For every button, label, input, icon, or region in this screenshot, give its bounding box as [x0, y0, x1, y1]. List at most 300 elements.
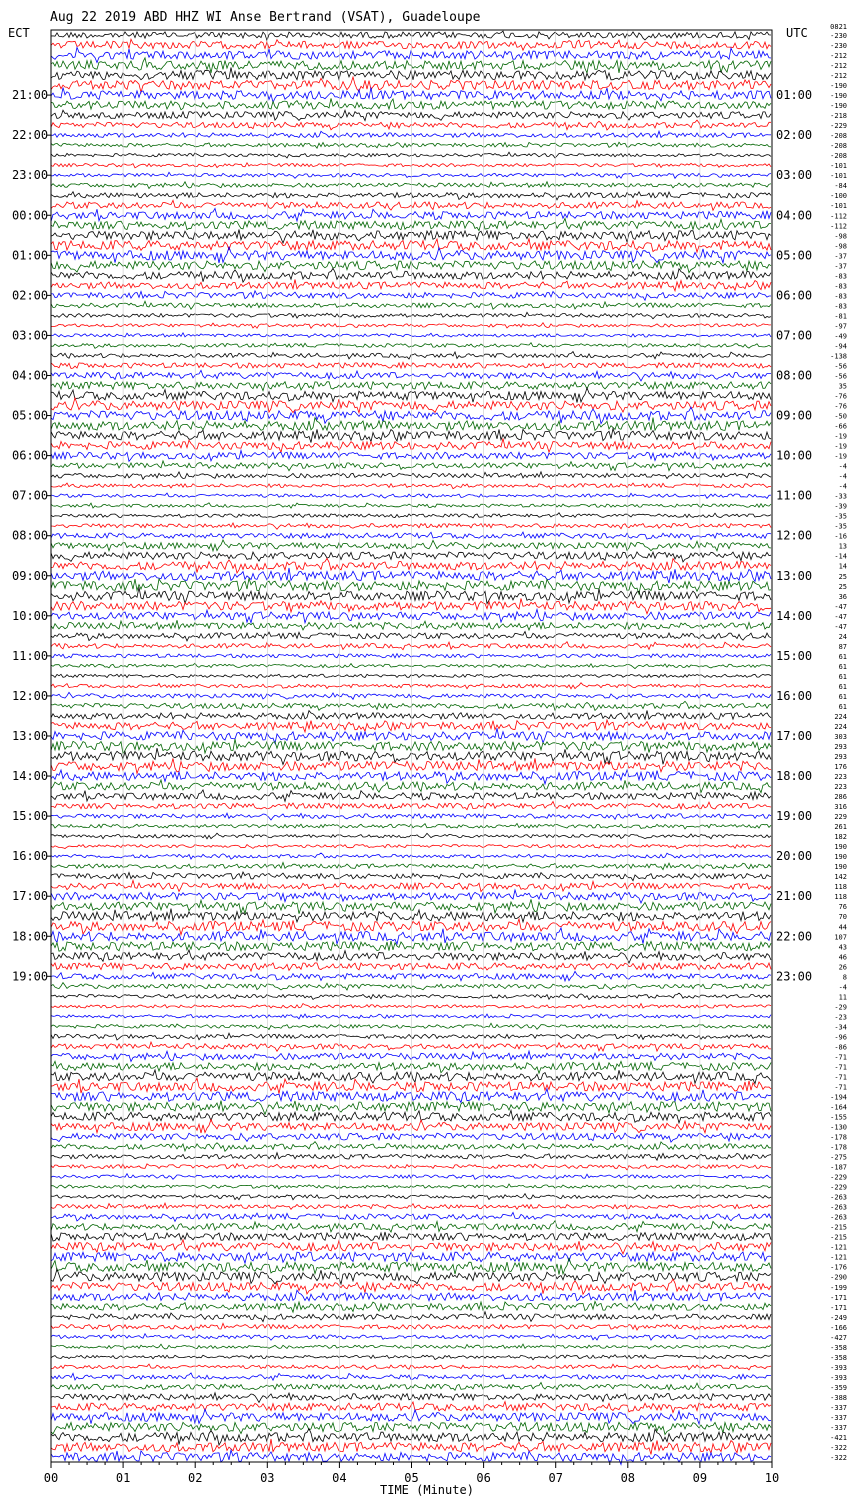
trace-line — [51, 853, 771, 859]
trace-offset-label: -138 — [830, 352, 847, 361]
left-hour-label: 13:00 — [12, 728, 49, 743]
trace-line — [51, 362, 771, 368]
trace-offset-label: -56 — [834, 362, 847, 371]
trace-offset-label: 25 — [838, 582, 847, 591]
left-hour-label: 16:00 — [12, 849, 49, 864]
trace-offset-label: 61 — [838, 682, 847, 691]
right-hour-label: 08:00 — [776, 368, 813, 383]
trace-offset-label: -71 — [834, 1053, 847, 1062]
trace-offset-label: 190 — [834, 853, 847, 862]
trace-line — [51, 1078, 771, 1094]
trace-line — [51, 654, 771, 658]
trace-offset-label: -359 — [830, 1383, 847, 1392]
trace-line — [51, 68, 771, 80]
right-hour-label: 01:00 — [776, 88, 813, 103]
trace-line — [51, 77, 771, 92]
trace-line — [51, 1344, 771, 1349]
trace-line — [51, 1110, 771, 1123]
trace-line — [51, 642, 771, 650]
right-hour-label: 19:00 — [776, 809, 813, 824]
trace-offset-label: -190 — [830, 102, 847, 111]
trace-offset-label: -187 — [830, 1163, 847, 1172]
trace-line — [51, 620, 771, 630]
trace-offset-label: -393 — [830, 1363, 847, 1372]
trace-line — [51, 1014, 771, 1019]
trace-offset-label: 182 — [834, 833, 847, 842]
right-hour-label: 15:00 — [776, 648, 813, 663]
trace-offset-label: -421 — [830, 1433, 847, 1442]
trace-offset-label: 142 — [834, 873, 847, 882]
trace-offset-label: -83 — [834, 282, 847, 291]
right-hour-label: 05:00 — [776, 248, 813, 263]
trace-offset-label: 24 — [838, 632, 847, 641]
trace-offset-label: 229 — [834, 813, 847, 822]
trace-line — [51, 770, 771, 784]
trace-line — [51, 692, 771, 699]
trace-line — [51, 1373, 771, 1380]
right-hour-label: 03:00 — [776, 168, 813, 183]
trace-line — [51, 1142, 771, 1152]
trace-offset-label: 223 — [834, 773, 847, 782]
trace-line — [51, 1133, 771, 1142]
trace-offset-label: -47 — [834, 622, 847, 631]
trace-line — [51, 552, 771, 562]
trace-line — [51, 352, 771, 359]
trace-offset-label: -35 — [834, 522, 847, 531]
trace-offset-label: 176 — [834, 763, 847, 772]
trace-offset-label: -101 — [830, 202, 847, 211]
trace-line — [51, 200, 771, 210]
right-hour-label: 02:00 — [776, 128, 813, 143]
trace-line — [51, 1051, 771, 1061]
trace-offset-label: 61 — [838, 692, 847, 701]
trace-line — [51, 599, 771, 614]
trace-offset-label: -212 — [830, 72, 847, 81]
right-hour-label: 09:00 — [776, 408, 813, 423]
trace-offset-label: -208 — [830, 142, 847, 151]
trace-line — [51, 790, 771, 801]
trace-offset-label: -84 — [834, 182, 847, 191]
trace-line — [51, 1301, 771, 1312]
trace-line — [51, 280, 771, 291]
right-hour-label: 12:00 — [776, 528, 813, 543]
trace-line — [51, 899, 771, 913]
trace-offset-label: -212 — [830, 52, 847, 61]
trace-offset-label: -190 — [830, 92, 847, 101]
trace-offset-label: -47 — [834, 612, 847, 621]
trace-line — [51, 323, 771, 329]
trace-offset-label: -101 — [830, 172, 847, 181]
trace-offset-label: -290 — [830, 1273, 847, 1282]
left-hour-label: 23:00 — [12, 168, 49, 183]
trace-line — [51, 388, 771, 403]
trace-line — [51, 683, 771, 689]
trace-line — [51, 993, 771, 999]
trace-line — [51, 312, 771, 319]
trace-offset-label: -155 — [830, 1113, 847, 1122]
right-hour-label: 22:00 — [776, 929, 813, 944]
trace-offset-label: -176 — [830, 1263, 847, 1272]
trace-offset-label: 87 — [838, 642, 847, 651]
trace-offset-label: -229 — [830, 1183, 847, 1192]
trace-offset-label: 223 — [834, 783, 847, 792]
trace-offset-label: 224 — [834, 722, 847, 731]
right-hour-label: 10:00 — [776, 448, 813, 463]
trace-line — [51, 728, 771, 743]
trace-line — [51, 87, 771, 102]
trace-line — [51, 1153, 771, 1161]
trace-offset-label: 293 — [834, 753, 847, 762]
trace-line — [51, 398, 771, 413]
left-hour-label: 12:00 — [12, 688, 49, 703]
trace-line — [51, 192, 771, 200]
x-tick-label: 00 — [43, 1471, 59, 1485]
right-hour-label: 11:00 — [776, 488, 813, 503]
trace-offset-label: -37 — [834, 262, 847, 271]
trace-offset-label: -171 — [830, 1303, 847, 1312]
trace-line — [51, 739, 771, 754]
trace-line — [51, 941, 771, 951]
x-tick-label: 04 — [332, 1471, 347, 1485]
trace-offset-label: -49 — [834, 332, 847, 341]
trace-line — [51, 1203, 771, 1209]
left-hour-label: 22:00 — [12, 128, 49, 143]
trace-line — [51, 919, 771, 935]
trace-line — [51, 711, 771, 720]
trace-line — [51, 845, 771, 849]
trace-line — [51, 802, 771, 810]
trace-line — [51, 833, 771, 839]
x-tick-label: 09 — [692, 1471, 708, 1485]
trace-offset-label: 26 — [838, 963, 847, 972]
right-hour-label: 23:00 — [776, 969, 813, 984]
trace-line — [51, 1409, 771, 1424]
trace-offset-label: -33 — [834, 492, 847, 501]
trace-offset-label: -76 — [834, 402, 847, 411]
trace-offset-label: -229 — [830, 122, 847, 131]
trace-offset-label: -98 — [834, 232, 847, 241]
trace-line — [51, 880, 771, 891]
trace-offset-label: 261 — [834, 823, 847, 832]
trace-line — [51, 813, 771, 820]
trace-offset-label: 61 — [838, 662, 847, 671]
trace-line — [51, 587, 771, 603]
trace-line — [51, 950, 771, 963]
trace-line — [51, 1232, 771, 1241]
trace-line — [51, 120, 771, 130]
first-line-label: 0821 — [830, 23, 847, 31]
trace-line — [51, 1355, 771, 1360]
trace-offset-label: -208 — [830, 152, 847, 161]
trace-line — [51, 971, 771, 981]
left-hour-label: 10:00 — [12, 608, 49, 623]
trace-offset-label: -71 — [834, 1073, 847, 1082]
left-hour-label: 15:00 — [12, 809, 49, 824]
trace-line — [51, 1042, 771, 1051]
trace-offset-label: -178 — [830, 1133, 847, 1142]
trace-offset-label: 11 — [838, 993, 847, 1002]
trace-offset-label: -98 — [834, 242, 847, 251]
trace-offset-label: -112 — [830, 222, 847, 231]
trace-offset-label: 190 — [834, 863, 847, 872]
x-tick-label: 10 — [764, 1471, 780, 1485]
trace-line — [51, 558, 771, 573]
trace-line — [51, 1033, 771, 1040]
trace-offset-label: -337 — [830, 1403, 847, 1412]
trace-line — [51, 863, 771, 870]
trace-line — [51, 418, 771, 431]
trace-line — [51, 1402, 771, 1413]
trace-line — [51, 1393, 771, 1403]
trace-line — [51, 472, 771, 480]
trace-line — [51, 758, 771, 773]
trace-line — [51, 1004, 771, 1008]
trace-offset-label: -66 — [834, 422, 847, 431]
trace-offset-label: -39 — [834, 502, 847, 511]
trace-offset-label: -218 — [830, 112, 847, 121]
trace-offset-label: -229 — [830, 1173, 847, 1182]
trace-offset-label: -34 — [834, 1023, 847, 1032]
trace-line — [51, 142, 771, 148]
trace-offset-label: 61 — [838, 702, 847, 711]
trace-offset-label: -101 — [830, 162, 847, 171]
trace-offset-label: -35 — [834, 512, 847, 521]
left-hour-label: 05:00 — [12, 408, 49, 423]
trace-offset-label: -249 — [830, 1313, 847, 1322]
left-hour-label: 02:00 — [12, 288, 49, 303]
trace-offset-label: -337 — [830, 1413, 847, 1422]
x-axis — [44, 1462, 779, 1485]
trace-line — [51, 609, 771, 622]
x-tick-label: 06 — [476, 1471, 491, 1485]
trace-offset-label: -121 — [830, 1253, 847, 1262]
trace-line — [51, 1258, 771, 1274]
trace-offset-label: -164 — [830, 1103, 847, 1112]
trace-line — [51, 131, 771, 137]
trace-offset-label: -4 — [838, 482, 847, 491]
trace-line — [51, 632, 771, 641]
trace-line — [51, 39, 771, 50]
trace-offset-label: 46 — [838, 953, 847, 962]
trace-line — [51, 1101, 771, 1115]
trace-line — [51, 47, 771, 62]
trace-line — [51, 872, 771, 881]
trace-offset-label: -208 — [830, 132, 847, 141]
trace-line — [51, 663, 771, 668]
left-hour-label: 21:00 — [12, 88, 49, 103]
trace-line — [51, 513, 771, 518]
trace-offset-label: -86 — [834, 1043, 847, 1052]
trace-offset-label: -83 — [834, 302, 847, 311]
right-hour-label: 21:00 — [776, 889, 813, 904]
trace-offset-label: -190 — [830, 82, 847, 91]
trace-line — [51, 218, 771, 230]
trace-line — [51, 110, 771, 120]
trace-line — [51, 890, 771, 903]
trace-line — [51, 963, 771, 971]
hour-labels — [12, 88, 812, 983]
trace-line — [51, 1023, 771, 1029]
trace-offset-label: -97 — [834, 322, 847, 331]
trace-offset-label: -96 — [834, 1033, 847, 1042]
trace-line — [51, 780, 771, 793]
trace-offset-label: 61 — [838, 652, 847, 661]
trace-line — [51, 1213, 771, 1222]
trace-line — [51, 239, 771, 253]
left-hour-label: 17:00 — [12, 889, 49, 904]
x-tick-label: 03 — [260, 1471, 275, 1485]
trace-line — [51, 1383, 771, 1391]
right-hour-label: 16:00 — [776, 688, 813, 703]
trace-line — [51, 1120, 771, 1134]
trace-line — [51, 261, 771, 273]
right-hour-label: 04:00 — [776, 208, 813, 223]
trace-offset-label: -263 — [830, 1213, 847, 1222]
trace-offset-label: -393 — [830, 1373, 847, 1382]
trace-line — [51, 343, 771, 349]
trace-line — [51, 451, 771, 462]
trace-offset-label: -83 — [834, 272, 847, 281]
trace-offset-label: -71 — [834, 1063, 847, 1072]
left-hour-label: 11:00 — [12, 648, 49, 663]
left-hour-label: 07:00 — [12, 488, 49, 503]
trace-line — [51, 1252, 771, 1263]
left-hour-label: 01:00 — [12, 248, 49, 263]
left-hour-label: 06:00 — [12, 448, 49, 463]
trace-offset-label: -50 — [834, 412, 847, 421]
trace-line — [51, 98, 771, 109]
trace-offset-label: -130 — [830, 1123, 847, 1132]
trace-offset-label: -230 — [830, 32, 847, 41]
trace-offset-label: -29 — [834, 1003, 847, 1012]
trace-offset-label: 76 — [838, 903, 847, 912]
trace-line — [51, 523, 771, 529]
trace-line — [51, 370, 771, 381]
left-hour-label: 04:00 — [12, 368, 49, 383]
trace-offset-label: -47 — [834, 602, 847, 611]
trace-offset-label: -263 — [830, 1193, 847, 1202]
right-hour-label: 17:00 — [776, 728, 813, 743]
trace-offset-label: 44 — [838, 923, 847, 932]
trace-line — [51, 438, 771, 452]
trace-offset-label: -275 — [830, 1153, 847, 1162]
trace-line — [51, 493, 771, 498]
trace-line — [51, 928, 771, 944]
trace-offset-label: -76 — [834, 392, 847, 401]
trace-offset-label: -94 — [834, 342, 847, 351]
right-hour-label: 14:00 — [776, 608, 813, 623]
trace-line — [51, 701, 771, 710]
trace-line — [51, 301, 771, 309]
trace-offset-label: -263 — [830, 1203, 847, 1212]
trace-line — [51, 674, 771, 678]
trace-offset-label: -212 — [830, 62, 847, 71]
trace-line — [51, 1323, 771, 1330]
x-axis-title: TIME (Minute) — [380, 1483, 474, 1497]
trace-offset-label: 70 — [838, 913, 847, 922]
trace-line — [51, 1334, 771, 1341]
trace-line — [51, 382, 771, 391]
trace-offset-label: 118 — [834, 883, 847, 892]
left-hour-label: 03:00 — [12, 328, 49, 343]
trace-offset-label: -322 — [830, 1453, 847, 1462]
trace-offset-label: 118 — [834, 893, 847, 902]
trace-offset-label: -337 — [830, 1423, 847, 1432]
trace-offset-label: -19 — [834, 452, 847, 461]
x-tick-label: 01 — [115, 1471, 131, 1485]
trace-offset-label: -358 — [830, 1343, 847, 1352]
right-hour-label: 13:00 — [776, 568, 813, 583]
trace-offset-label: 35 — [838, 382, 847, 391]
trace-offset-label: 107 — [834, 933, 847, 942]
trace-offset-label: 43 — [838, 943, 847, 952]
trace-offset-label: 8 — [842, 973, 847, 982]
trace-offset-label: -14 — [834, 552, 847, 561]
trace-line — [51, 1422, 771, 1434]
chart-title: Aug 22 2019 ABD HHZ WI Anse Bertrand (VSAT), Guadeloupe — [50, 10, 481, 25]
trace-offset-label: -112 — [830, 212, 847, 221]
trace-offset-label: -215 — [830, 1233, 847, 1242]
trace-line — [51, 824, 771, 829]
trace-line — [51, 1164, 771, 1170]
trace-line — [51, 172, 771, 178]
trace-offset-labels — [830, 23, 847, 1462]
left-timezone-label: ECT — [8, 26, 30, 40]
trace-offset-label: -19 — [834, 432, 847, 441]
trace-offset-label: -56 — [834, 372, 847, 381]
trace-offset-label: -4 — [838, 462, 847, 471]
trace-line — [51, 540, 771, 551]
trace-offset-label: -427 — [830, 1333, 847, 1342]
trace-offset-label: -215 — [830, 1223, 847, 1232]
trace-line — [51, 720, 771, 732]
trace-line — [51, 208, 771, 221]
right-hour-label: 06:00 — [776, 288, 813, 303]
trace-line — [51, 429, 771, 443]
trace-offset-label: -230 — [830, 42, 847, 51]
trace-offset-label: 224 — [834, 712, 847, 721]
trace-offset-label: -37 — [834, 252, 847, 261]
trace-line — [51, 1290, 771, 1301]
trace-offset-label: -178 — [830, 1143, 847, 1152]
trace-offset-label: -121 — [830, 1243, 847, 1252]
trace-offset-label: -166 — [830, 1323, 847, 1332]
trace-offset-label: 13 — [838, 542, 847, 551]
trace-offset-label: 286 — [834, 793, 847, 802]
trace-offset-label: -388 — [830, 1393, 847, 1402]
trace-offset-label: 61 — [838, 672, 847, 681]
trace-offset-label: -171 — [830, 1293, 847, 1302]
trace-offset-label: 303 — [834, 732, 847, 741]
trace-line — [51, 163, 771, 168]
left-hour-label: 08:00 — [12, 528, 49, 543]
trace-offset-label: -16 — [834, 532, 847, 541]
x-tick-label: 05 — [404, 1471, 419, 1485]
x-tick-label: 07 — [548, 1471, 563, 1485]
trace-offset-label: 14 — [838, 562, 847, 571]
trace-offset-label: 293 — [834, 743, 847, 751]
right-hour-label: 18:00 — [776, 769, 813, 784]
trace-line — [51, 1184, 771, 1190]
trace-offset-label: 190 — [834, 843, 847, 852]
trace-line — [51, 1174, 771, 1180]
trace-line — [51, 291, 771, 301]
trace-group — [51, 31, 771, 1464]
trace-offset-label: 25 — [838, 572, 847, 581]
trace-line — [51, 461, 771, 471]
trace-line — [51, 503, 771, 508]
right-timezone-label: UTC — [786, 26, 808, 40]
